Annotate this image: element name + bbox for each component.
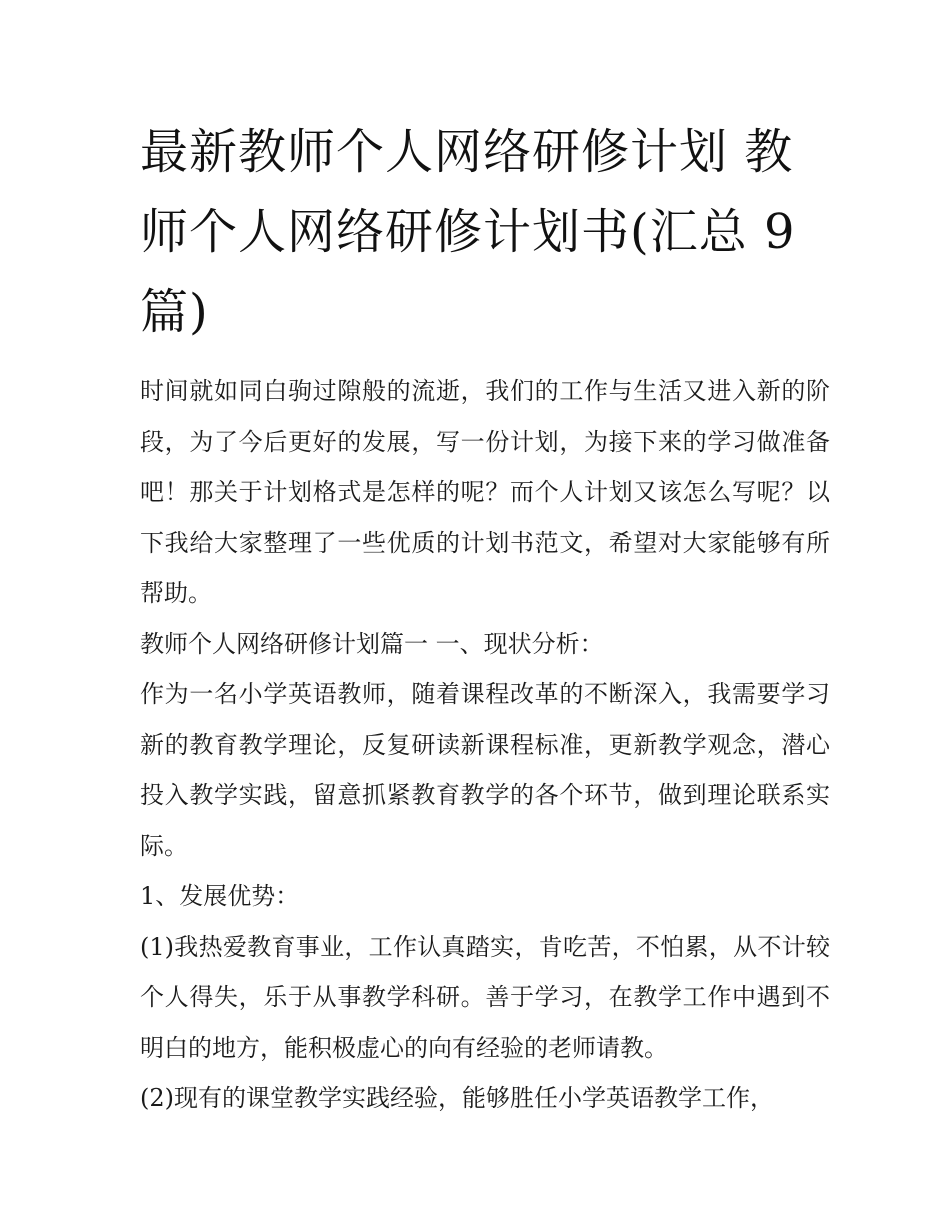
analysis-paragraph: 作为一名小学英语教师，随着课程改革的不断深入，我需要学习新的教育教学理论，反复研读新课程标准，更新教学观念，潜心投入教学实践，留意抓紧教育教学的各个环节，做到理论联系实际。: [140, 680, 830, 860]
document-title: 最新教师个人网络研修计划 教师个人网络研修计划书(汇总 9 篇): [140, 124, 796, 340]
advantage-item-1: (1)我热爱教育事业，工作认真踏实，肯吃苦，不怕累，从不计较个人得失，乐于从事教学科研。善于学习，在教学工作中遇到不明白的地方，能积极虚心的向有经验的老师请教。: [140, 932, 830, 1062]
subheading-advantages: 1、发展优势：: [140, 882, 300, 910]
intro-paragraph: 时间就如同白驹过隙般的流逝，我们的工作与生活又进入新的阶段，为了今后更好的发展，写一份计划，为接下来的学习做准备吧！那关于计划格式是怎样的呢？而个人计划又该怎么写呢？以下我给大家整理了一些优质的计划书范文，希望对大家能够有所帮助。: [140, 377, 830, 607]
section-heading: 教师个人网络研修计划篇一 一、现状分析：: [140, 629, 604, 658]
advantage-item-2: (2)现有的课堂教学实践经验，能够胜任小学英语教学工作，: [140, 1084, 774, 1112]
